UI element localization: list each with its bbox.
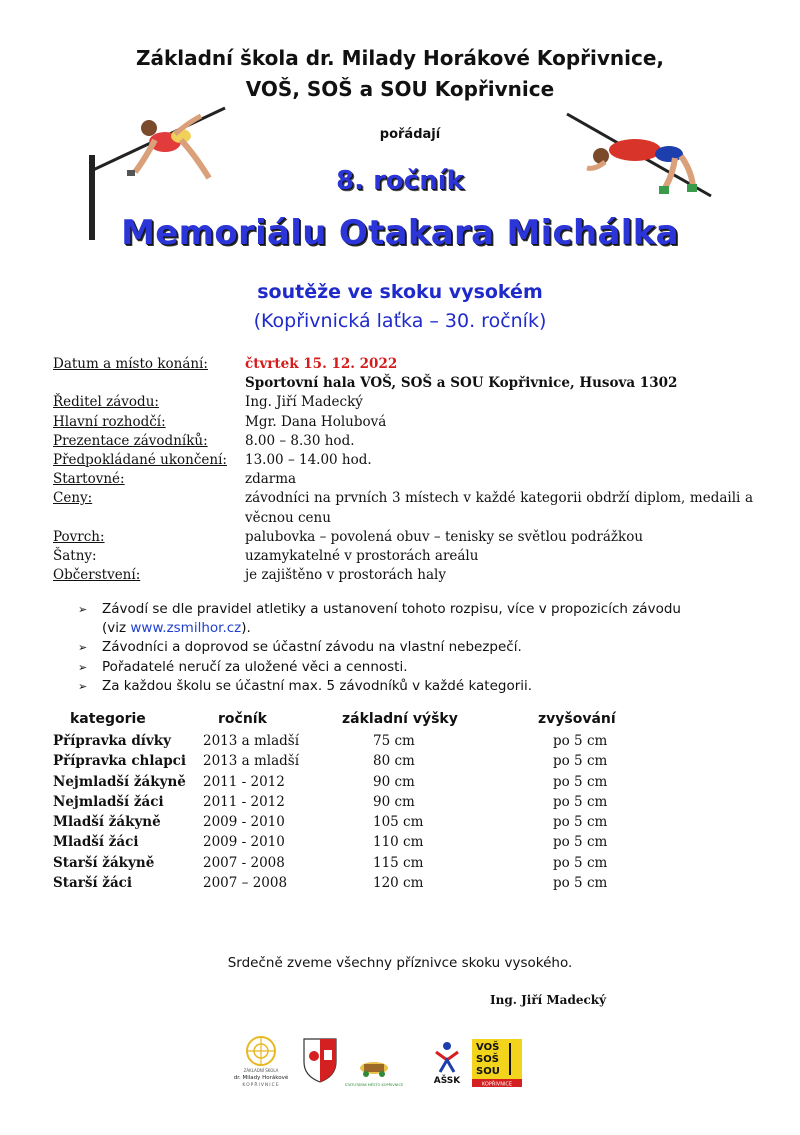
rule-text — [102, 600, 681, 638]
list-item — [78, 638, 758, 657]
invitation-text: Srdečně zveme všechny příznivce skoku vysokého. — [227, 955, 573, 971]
rule-text: Pořadatelé neručí za uložené věci a cennosti. — [102, 658, 408, 675]
info-label: Předpokládané ukončení: — [53, 452, 227, 469]
school-logo — [226, 1035, 296, 1090]
table-row — [53, 772, 753, 792]
info-label: Hlavní rozhodčí: — [53, 413, 166, 430]
col-header-category: kategorie — [70, 711, 146, 727]
cell-category: Přípravka dívky — [53, 733, 171, 749]
edition-title: 8. ročník — [336, 166, 464, 196]
organizer-line-2: VOŠ, SOŠ a SOU Kopřivnice — [245, 77, 555, 101]
cell-height: 80 cm — [373, 753, 415, 770]
school-logo-line1: ZÁKLADNÍ ŠKOLA — [243, 1068, 279, 1073]
col-header-base-height: základní výšky — [342, 711, 458, 727]
signature: Ing. Jiří Madecký — [490, 993, 607, 1007]
cell-increment: po 5 cm — [553, 773, 608, 790]
table-row — [53, 832, 753, 852]
assk-logo — [428, 1038, 466, 1086]
cell-height: 110 cm — [373, 834, 424, 851]
cell-year: 2013 a mladší — [203, 733, 300, 749]
info-row — [53, 393, 753, 412]
cell-year: 2009 - 2010 — [203, 834, 285, 851]
vos-logo-caption: KOPŘIVNICE — [481, 1081, 513, 1087]
info-label: Ředitel závodu: — [53, 394, 159, 411]
event-info — [53, 355, 753, 585]
event-subtitle-2: (Kopřivnická laťka – 30. ročník) — [253, 310, 547, 332]
info-label: Prezentace závodníků: — [53, 432, 208, 449]
cell-year: 2007 – 2008 — [203, 875, 288, 892]
cell-increment: po 5 cm — [553, 793, 608, 810]
info-value: je zajištěno v prostorách haly — [245, 567, 446, 584]
vos-sos-sou-logo — [472, 1039, 522, 1087]
rule-text: Za každou školu se účastní max. 5 závodníků v každé kategorii. — [102, 677, 533, 694]
col-header-increment: zvyšování — [538, 711, 616, 727]
info-row — [53, 413, 753, 432]
cell-increment: po 5 cm — [553, 733, 608, 749]
info-value: 8.00 – 8.30 hod. — [245, 432, 355, 449]
info-label: Občerstvení: — [53, 567, 141, 584]
cell-category: Nejmladší žákyně — [53, 773, 186, 790]
vos-logo-line1: VOŠ — [476, 1042, 500, 1053]
rule-text: Závodníci a doprovod se účastní závodu na vlastní nebezpečí. — [102, 639, 522, 656]
info-label: Ceny: — [53, 490, 93, 507]
cell-height: 120 cm — [373, 875, 424, 892]
info-value: Ing. Jiří Madecký — [245, 394, 363, 411]
arrow-bullet-icon: ➢ — [78, 641, 88, 655]
cell-year: 2007 - 2008 — [203, 854, 285, 871]
arrow-bullet-icon: ➢ — [78, 660, 88, 674]
cell-category: Starší žákyně — [53, 854, 155, 871]
cell-increment: po 5 cm — [553, 875, 608, 892]
high-jumper-right-illustration — [565, 112, 715, 207]
cell-category: Přípravka chlapci — [53, 753, 187, 770]
arrow-bullet-icon: ➢ — [78, 679, 88, 693]
list-item — [78, 677, 758, 696]
school-logo-line2: dr. Milady Horákové — [233, 1075, 289, 1081]
cell-category: Nejmladší žáci — [53, 793, 164, 810]
info-row — [53, 528, 753, 547]
table-row — [53, 853, 753, 873]
info-label — [53, 374, 245, 393]
cell-year: 2011 - 2012 — [203, 773, 285, 790]
cell-height: 115 cm — [373, 854, 424, 871]
info-row — [53, 470, 753, 489]
info-label: Povrch: — [53, 528, 105, 545]
info-label: Datum a místo konání: — [53, 356, 208, 372]
info-value: závodníci na prvních 3 místech v každé kategorii obdrží diplom, medaili a věcnou cenu — [245, 490, 753, 526]
table-row — [53, 751, 753, 771]
table-row — [53, 812, 753, 832]
info-row-venue — [53, 374, 753, 393]
organizer-line-1: Základní škola dr. Milady Horákové Kopřivnice, — [135, 46, 665, 70]
cell-height: 105 cm — [373, 814, 424, 831]
assk-logo-text: AŠSK — [433, 1076, 461, 1086]
info-value: Mgr. Dana Holubová — [245, 413, 387, 430]
school-logo-line3: KOPŘIVNICE — [242, 1083, 280, 1088]
info-value: 13.00 – 14.00 hod. — [245, 452, 372, 469]
info-value-venue: Sportovní hala VOŠ, SOŠ a SOU Kopřivnice, Husova 1302 — [245, 375, 678, 392]
cell-height: 75 cm — [373, 733, 415, 749]
col-header-year: ročník — [218, 711, 267, 727]
arrow-bullet-icon: ➢ — [78, 603, 88, 616]
cell-year: 2011 - 2012 — [203, 793, 285, 810]
rule-text-post: ). — [241, 620, 251, 637]
table-row — [53, 792, 753, 812]
info-value-date: čtvrtek 15. 12. 2022 — [245, 356, 398, 372]
info-row — [53, 451, 753, 470]
info-label: Startovné: — [53, 471, 125, 488]
info-row-date — [53, 355, 753, 374]
rule-text-main: Závodí se dle pravidel atletiky a ustanovení tohoto rozpisu, více v propozicích závodu — [102, 601, 681, 617]
info-row — [53, 566, 753, 585]
cell-increment: po 5 cm — [553, 854, 608, 871]
info-label: Šatny: — [53, 548, 97, 565]
table-row — [53, 731, 753, 751]
cell-year: 2009 - 2010 — [203, 814, 285, 831]
info-row — [53, 547, 753, 566]
list-item — [78, 658, 758, 677]
town-logo-caption: STATUTÁRNÍ MĚSTO KOPŘIVNICE — [344, 1083, 404, 1087]
vos-logo-line2: SOŠ — [476, 1054, 499, 1065]
info-value: zdarma — [245, 471, 297, 488]
town-logo — [344, 1052, 404, 1090]
cell-category: Starší žáci — [53, 875, 133, 892]
cell-category: Mladší žáci — [53, 834, 139, 851]
event-title: Memoriálu Otakara Michálka — [121, 213, 679, 253]
website-link[interactable]: www.zsmilhor.cz — [130, 620, 242, 637]
high-jumper-left-illustration — [85, 100, 230, 240]
cell-category: Mladší žákyně — [53, 814, 161, 831]
cell-increment: po 5 cm — [553, 753, 608, 770]
table-row — [53, 873, 753, 893]
cell-year: 2013 a mladší — [203, 753, 300, 770]
event-subtitle: soutěže ve skoku vysokém — [257, 281, 543, 303]
info-row — [53, 432, 753, 451]
town-coat-of-arms-icon — [300, 1036, 340, 1084]
vos-logo-line3: SOU — [476, 1066, 500, 1077]
rule-text-pre: (viz — [102, 620, 131, 637]
cell-height: 90 cm — [373, 793, 415, 810]
categories-table — [53, 731, 753, 893]
info-row — [53, 489, 753, 527]
cell-increment: po 5 cm — [553, 834, 608, 851]
info-value: uzamykatelné v prostorách areálu — [245, 548, 479, 565]
cell-increment: po 5 cm — [553, 814, 608, 831]
list-item — [78, 600, 758, 638]
cell-height: 90 cm — [373, 773, 415, 790]
organizes-text: pořádají — [379, 127, 441, 142]
rules-list — [78, 600, 758, 696]
info-value: palubovka – povolená obuv – tenisky se světlou podrážkou — [245, 528, 644, 545]
